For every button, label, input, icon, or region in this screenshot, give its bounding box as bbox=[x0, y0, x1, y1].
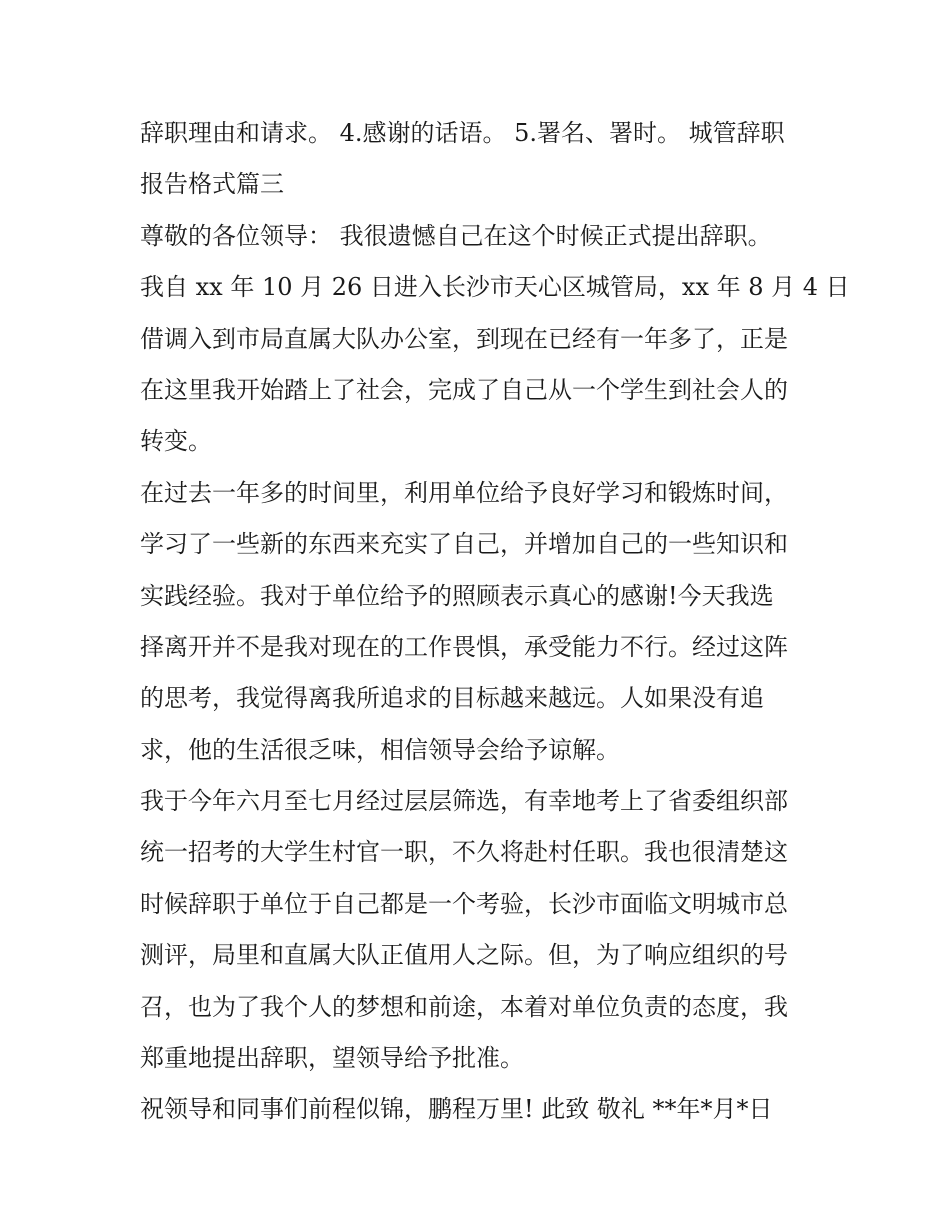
text-line: 尊敬的各位领导： 我很遗憾自己在这个时候正式提出辞职。 bbox=[140, 221, 772, 250]
text-line: 转变。 bbox=[140, 427, 212, 456]
text-line: 召，也为了我个人的梦想和前途，本着对单位负责的态度，我 bbox=[140, 992, 788, 1021]
text-line: 祝领导和同事们前程似锦，鹏程万里! 此致 敬礼 **年*月*日 bbox=[140, 1095, 773, 1124]
text-line: 时候辞职于单位于自己都是一个考验，长沙市面临文明城市总 bbox=[140, 889, 788, 918]
document-body bbox=[140, 108, 850, 1136]
text-line: 报告格式篇三 bbox=[140, 170, 284, 199]
text-line: 在这里我开始踏上了社会，完成了自己从一个学生到社会人的 bbox=[140, 375, 788, 404]
text-line: 我于今年六月至七月经过层层筛选，有幸地考上了省委组织部 bbox=[140, 787, 788, 816]
text-line: 的思考，我觉得离我所追求的目标越来越远。人如果没有追 bbox=[140, 684, 764, 713]
text-line: 我自 xx 年 10 月 26 日进入长沙市天心区城管局，xx 年 8 月 4 日 bbox=[140, 273, 850, 302]
text-line: 实践经验。我对于单位给予的照顾表示真心的感谢!今天我选 bbox=[140, 581, 774, 610]
text-line: 辞职理由和请求。 4.感谢的话语。 5.署名、署时。 城管辞职 bbox=[140, 119, 785, 147]
text-line: 统一招考的大学生村官一职，不久将赴村任职。我也很清楚这 bbox=[140, 838, 788, 867]
text-line: 借调入到市局直属大队办公室，到现在已经有一年多了，正是 bbox=[140, 324, 788, 353]
text-line: 学习了一些新的东西来充实了自己，并增加自己的一些知识和 bbox=[140, 530, 788, 559]
text-line: 求，他的生活很乏味，相信领导会给予谅解。 bbox=[140, 735, 620, 764]
text-line: 测评，局里和直属大队正值用人之际。但，为了响应组织的号 bbox=[140, 941, 788, 970]
text-line: 择离开并不是我对现在的工作畏惧，承受能力不行。经过这阵 bbox=[140, 632, 788, 661]
text-line: 郑重地提出辞职，望领导给予批准。 bbox=[140, 1044, 524, 1073]
text-line: 在过去一年多的时间里，利用单位给予良好学习和锻炼时间， bbox=[140, 478, 788, 507]
